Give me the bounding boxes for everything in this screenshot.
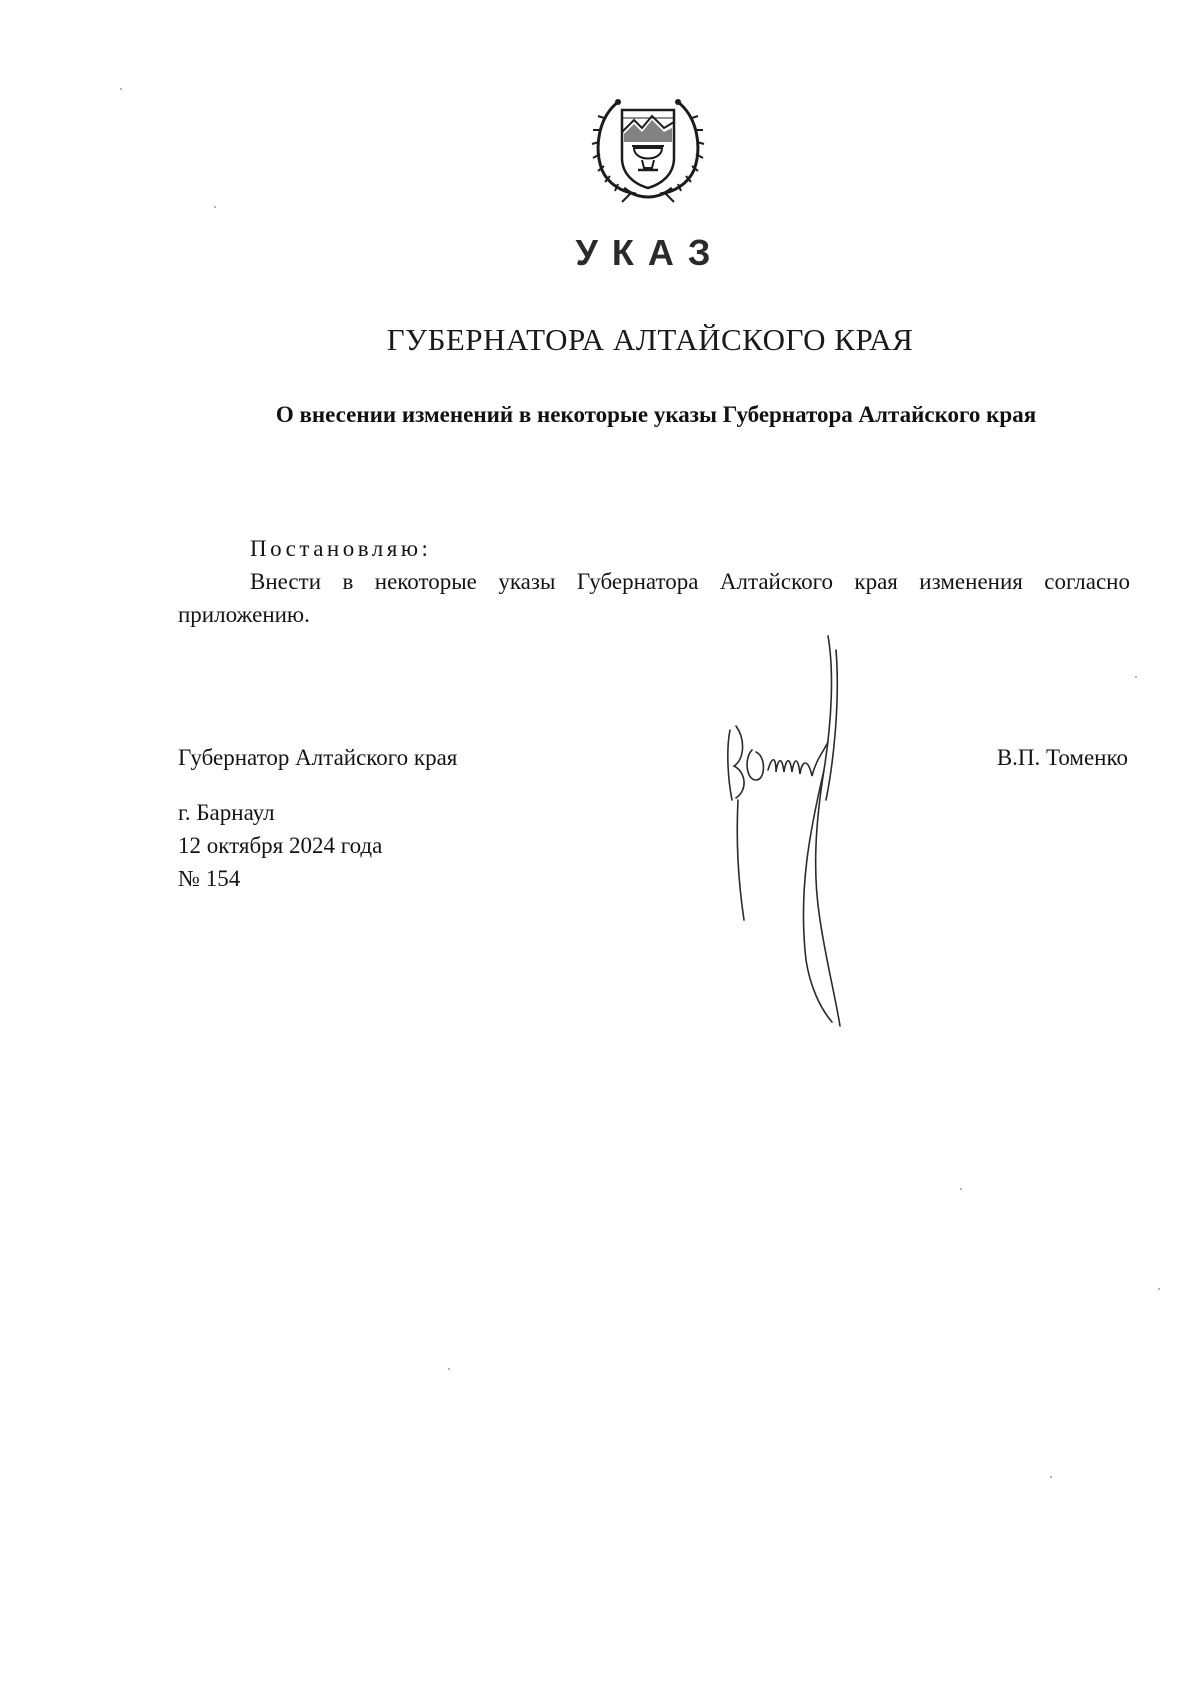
scan-speck — [960, 1188, 962, 1190]
decree-date: 12 октября 2024 года — [178, 833, 383, 858]
decree-body — [178, 532, 1130, 631]
city: г. Барнаул — [178, 800, 275, 825]
scan-speck — [1135, 676, 1137, 678]
decree-text: Внести в некоторые указы Губернатора Алтайского края изменения согласно приложению. — [178, 569, 1130, 627]
document-type-title: УКАЗ — [575, 232, 725, 273]
issuer-title: ГУБЕРНАТОРА АЛТАЙСКОГО КРАЯ — [386, 322, 914, 357]
scan-speck — [1158, 1288, 1160, 1290]
place-date-number — [178, 796, 382, 895]
decree-subject: О внесении изменений в некоторые указы Губернатора Алтайского края — [275, 402, 1037, 427]
scan-speck — [448, 1368, 450, 1370]
scan-speck — [1050, 1476, 1052, 1478]
handwritten-signature-icon — [716, 630, 866, 1030]
decree-word: Постановляю: — [250, 536, 432, 561]
coat-of-arms-emblem-icon — [588, 88, 708, 204]
decree-number: № 154 — [178, 866, 241, 891]
scan-speck — [120, 88, 122, 90]
signatory-name: В.П. Томенко — [996, 745, 1128, 770]
signatory-position: Губернатор Алтайского края — [178, 745, 458, 770]
scan-speck — [214, 206, 216, 208]
